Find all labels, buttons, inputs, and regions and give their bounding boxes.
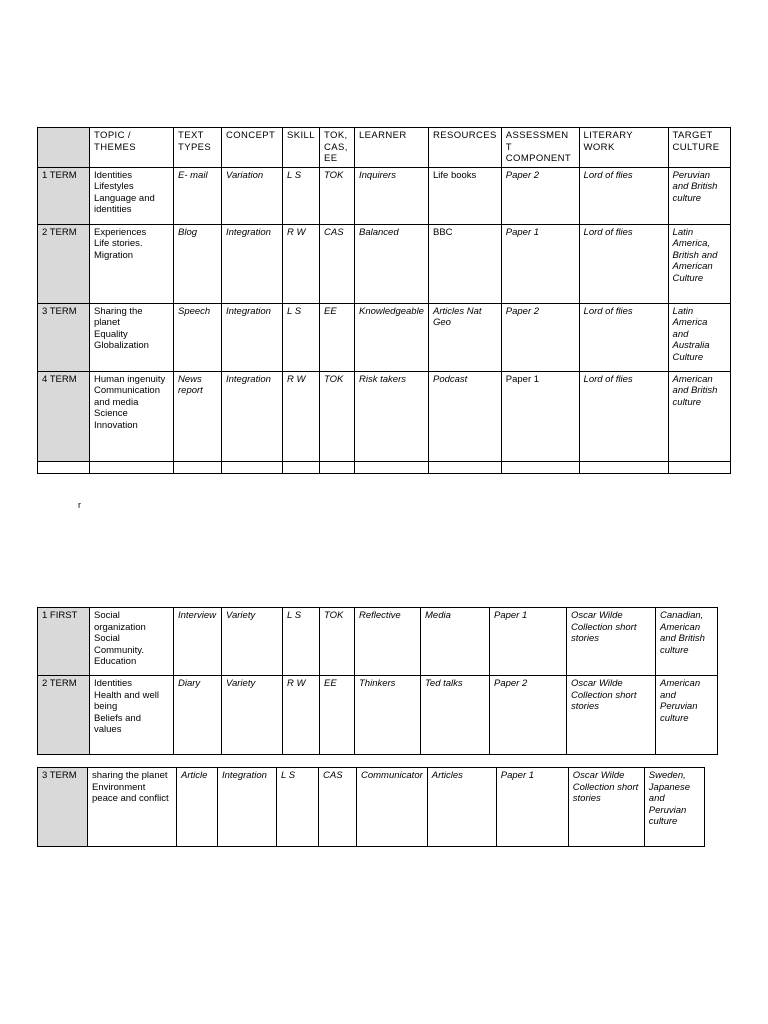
learner-cell: Risk takers — [355, 371, 429, 461]
table-row — [38, 303, 731, 371]
text-type-cell: Article — [177, 768, 218, 847]
resources-cell: Podcast — [428, 371, 501, 461]
topic-line: Beliefs and values — [94, 712, 142, 735]
skill-cell: R W — [283, 371, 320, 461]
header-cell-term — [38, 128, 90, 168]
table-row — [38, 371, 731, 461]
literary-work-cell: Lord of flies — [579, 167, 668, 224]
topic-line: peace and conflict — [92, 793, 169, 804]
tok-cell: CAS — [320, 224, 355, 303]
term-cell: 3 TERM — [38, 303, 90, 371]
concept-cell: Variation — [222, 167, 283, 224]
header-skill: SKILL — [283, 128, 320, 168]
assessment-cell: Paper 1 — [501, 224, 579, 303]
concept-cell: Integration — [222, 371, 283, 461]
empty-cell — [501, 461, 579, 473]
topic-cell — [90, 371, 174, 461]
tok-cell: CAS — [319, 768, 357, 847]
table-row — [38, 224, 731, 303]
skill-cell: L S — [283, 167, 320, 224]
topic-line: Identities — [94, 169, 133, 181]
header-target-culture: TARGET CULTURE — [668, 128, 730, 168]
learner-cell: Inquirers — [355, 167, 429, 224]
concept-cell: Variety — [222, 608, 283, 676]
topic-line: Human ingenuity — [94, 373, 166, 385]
skill-cell: R W — [283, 224, 320, 303]
text-type-cell: Speech — [174, 303, 222, 371]
topic-line: Environment — [92, 781, 146, 793]
concept-cell: Integration — [222, 224, 283, 303]
topic-line: Social — [94, 633, 120, 644]
resources-cell: Media — [421, 608, 490, 676]
assessment-cell: Paper 1 — [490, 608, 567, 676]
curriculum-table-2 — [37, 607, 718, 755]
learner-cell: Communicator — [357, 768, 428, 847]
header-topic: TOPIC / THEMES — [90, 128, 174, 168]
topic-line: Communication and media — [94, 385, 160, 408]
topic-cell — [90, 167, 174, 224]
empty-cell — [222, 461, 283, 473]
table-row — [38, 608, 718, 676]
target-culture-cell: Latin America, British and American Culture — [668, 224, 730, 303]
topic-cell — [90, 608, 174, 676]
target-culture-cell: Peruvian and British culture — [668, 167, 730, 224]
assessment-cell: Paper 1 — [501, 371, 579, 461]
assessment-cell: Paper 2 — [501, 303, 579, 371]
empty-cell — [428, 461, 501, 473]
topic-line: Language and identities — [94, 192, 155, 215]
learner-cell: Thinkers — [355, 676, 421, 755]
empty-cell — [283, 461, 320, 473]
topic-line: Community. — [94, 644, 144, 656]
skill-cell: R W — [283, 676, 320, 755]
term-cell: 1 TERM — [38, 167, 90, 224]
topic-line: Migration — [94, 249, 134, 261]
text-type-cell: News report — [174, 371, 222, 461]
topic-line: Sharing the planet — [94, 305, 143, 328]
topic-line: Science — [94, 408, 128, 419]
resources-cell: Ted talks — [421, 676, 490, 755]
learner-cell: Balanced — [355, 224, 429, 303]
table-row — [38, 768, 705, 847]
skill-cell: L S — [283, 303, 320, 371]
empty-cell — [355, 461, 429, 473]
header-text-types: TEXT TYPES — [174, 128, 222, 168]
concept-cell: Integration — [222, 303, 283, 371]
tok-cell: TOK — [320, 608, 355, 676]
target-culture-cell: American and Peruvian culture — [656, 676, 718, 755]
tok-cell: TOK — [320, 167, 355, 224]
tok-cell: EE — [320, 303, 355, 371]
resources-cell: Life books — [428, 167, 501, 224]
empty-cell — [320, 461, 355, 473]
topic-cell — [90, 676, 174, 755]
header-assessment: ASSESSMENT COMPONENT — [501, 128, 579, 168]
text-type-cell: Blog — [174, 224, 222, 303]
skill-cell: L S — [283, 608, 320, 676]
header-tok-cas-ee: TOK, CAS, EE — [320, 128, 355, 168]
concept-cell: Variety — [222, 676, 283, 755]
empty-cell — [579, 461, 668, 473]
topic-line: sharing the planet — [92, 770, 168, 781]
empty-row — [38, 461, 731, 473]
assessment-cell: Paper 1 — [496, 768, 568, 847]
empty-cell — [174, 461, 222, 473]
literary-work-cell: Oscar Wilde Collection short stories — [568, 768, 644, 847]
topic-line: Life stories. — [94, 238, 143, 249]
topic-line: Experiences — [94, 226, 147, 238]
concept-cell: Integration — [218, 768, 277, 847]
text-type-cell: Interview — [174, 608, 222, 676]
learner-cell: Knowledgeable — [355, 303, 429, 371]
topic-line: Innovation — [94, 419, 138, 431]
term-cell: 3 TERM — [38, 768, 88, 847]
curriculum-table-3 — [37, 767, 705, 847]
resources-cell: Articles — [427, 768, 496, 847]
term-cell: 1 FIRST — [38, 608, 90, 676]
topic-line: Education — [94, 656, 137, 667]
header-concept: CONCEPT — [222, 128, 283, 168]
literary-work-cell: Lord of flies — [579, 224, 668, 303]
skill-cell: L S — [277, 768, 319, 847]
term-cell: 2 TERM — [38, 676, 90, 755]
topic-line: Social organization — [94, 610, 146, 633]
literary-work-cell: Lord of flies — [579, 303, 668, 371]
table-row — [38, 676, 718, 755]
table-row — [38, 167, 731, 224]
tok-cell: TOK — [320, 371, 355, 461]
target-culture-cell: Canadian, American and British culture — [656, 608, 718, 676]
tok-cell: EE — [320, 676, 355, 755]
resources-cell: BBC — [428, 224, 501, 303]
assessment-cell: Paper 2 — [501, 167, 579, 224]
text-type-cell: E- mail — [174, 167, 222, 224]
empty-cell — [668, 461, 730, 473]
topic-line: Globalization — [94, 340, 149, 351]
topic-line: Health and well being — [94, 689, 159, 712]
literary-work-cell: Oscar Wilde Collection short stories — [567, 676, 656, 755]
target-culture-cell: American and British culture — [668, 371, 730, 461]
term-cell: 2 TERM — [38, 224, 90, 303]
empty-cell — [90, 461, 174, 473]
assessment-cell: Paper 2 — [490, 676, 567, 755]
empty-cell — [38, 461, 90, 473]
stray-mark: r — [78, 500, 81, 510]
header-learner: LEARNER — [355, 128, 429, 168]
topic-cell — [90, 303, 174, 371]
topic-cell — [88, 768, 177, 847]
resources-cell: Articles Nat Geo — [428, 303, 501, 371]
topic-line: Equality — [94, 328, 128, 340]
header-row — [38, 128, 731, 168]
learner-cell: Reflective — [355, 608, 421, 676]
term-cell: 4 TERM — [38, 371, 90, 461]
literary-work-cell: Oscar Wilde Collection short stories — [567, 608, 656, 676]
text-type-cell: Diary — [174, 676, 222, 755]
header-literary-work: LITERARY WORK — [579, 128, 668, 168]
literary-work-cell: Lord of flies — [579, 371, 668, 461]
topic-cell — [90, 224, 174, 303]
topic-line: Identities — [94, 678, 133, 689]
curriculum-table-1 — [37, 127, 731, 474]
target-culture-cell: Latin America and Australia Culture — [668, 303, 730, 371]
target-culture-cell: Sweden, Japanese and Peruvian culture — [644, 768, 704, 847]
header-resources: RESOURCES — [428, 128, 501, 168]
topic-line: Lifestyles — [94, 181, 134, 192]
